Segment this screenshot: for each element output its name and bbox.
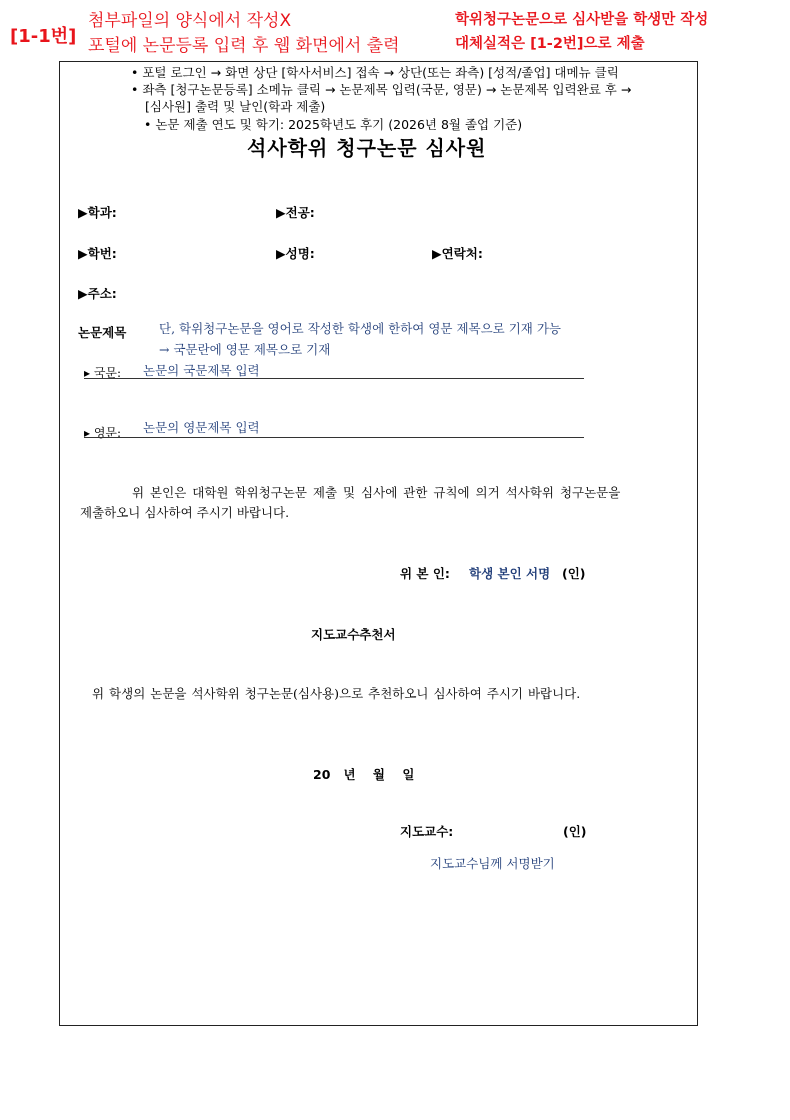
instruction-line-1: • 포털 로그인 → 화면 상단 [학사서비스] 접속 → 상단(또는 좌측) [성적/졸업] 대메뉴 클릭 — [131, 65, 619, 80]
instruction-line-3: [심사원] 출력 및 날인(학과 제출) — [145, 99, 326, 114]
recommendation-title: 지도교수추천서 — [311, 627, 396, 642]
thesis-note-1: 단, 학위청구논문을 영어로 작성한 학생에 한하여 영문 제목으로 기재 가능 — [159, 321, 561, 336]
korean-title-underline — [84, 378, 584, 379]
header-note-left-2: 포털에 논문등록 입력 후 웹 화면에서 출력 — [88, 36, 400, 56]
recommendation-text: 위 학생의 논문을 석사학위 청구논문(심사용)으로 추천하오니 심사하여 주시기 바랍니다. — [92, 686, 581, 701]
thesis-title-label: 논문제목 — [78, 325, 127, 340]
header-note-left-1: 첨부파일의 양식에서 작성X — [88, 11, 292, 31]
advisor-seal: (인) — [563, 824, 587, 839]
english-title-label: ▸ 영문: — [84, 426, 122, 440]
advisor-label: 지도교수: — [400, 824, 454, 839]
name-label: ▶성명: — [276, 246, 315, 261]
date-line: 20 년 월 일 — [313, 767, 415, 782]
english-title-underline — [84, 437, 584, 438]
advisor-sign-hint: 지도교수님께 서명받기 — [430, 856, 555, 871]
contact-label: ▶연락처: — [432, 246, 483, 261]
header-note-right-1: 학위청구논문으로 심사받을 학생만 작성 — [455, 12, 709, 28]
header-note-right-2: 대체실적은 [1-2번]으로 제출 — [455, 36, 645, 52]
applicant-seal: (인) — [562, 566, 586, 581]
address-label: ▶주소: — [78, 286, 117, 301]
korean-title-label: ▸ 국문: — [84, 366, 122, 380]
document-frame — [59, 61, 698, 1026]
applicant-sign-field[interactable]: 학생 본인 서명 — [469, 566, 551, 581]
instruction-line-2: • 좌측 [청구논문등록] 소메뉴 클릭 → 논문제목 입력(국문, 영문) → 논문제목 입력완료 후 → — [131, 82, 632, 97]
applicant-label: 위 본 인: — [400, 566, 450, 581]
thesis-note-2: → 국문란에 영문 제목으로 기재 — [159, 342, 331, 357]
korean-title-input[interactable]: 논문의 국문제목 입력 — [143, 363, 260, 378]
english-title-input[interactable]: 논문의 영문제목 입력 — [143, 420, 260, 435]
instruction-line-4: • 논문 제출 연도 및 학기: 2025학년도 후기 (2026년 8월 졸업 기준) — [144, 117, 523, 132]
dept-label: ▶학과: — [78, 205, 117, 220]
section-tag: [1-1번] — [10, 26, 77, 47]
statement-line-1: 위 본인은 대학원 학위청구논문 제출 및 심사에 관한 규칙에 의거 석사학위 청구논문을 — [132, 485, 621, 500]
student-id-label: ▶학번: — [78, 246, 117, 261]
statement-line-2: 제출하오니 심사하여 주시기 바랍니다. — [80, 505, 290, 520]
page-title: 석사학위 청구논문 심사원 — [247, 136, 487, 160]
major-label: ▶전공: — [276, 205, 315, 220]
